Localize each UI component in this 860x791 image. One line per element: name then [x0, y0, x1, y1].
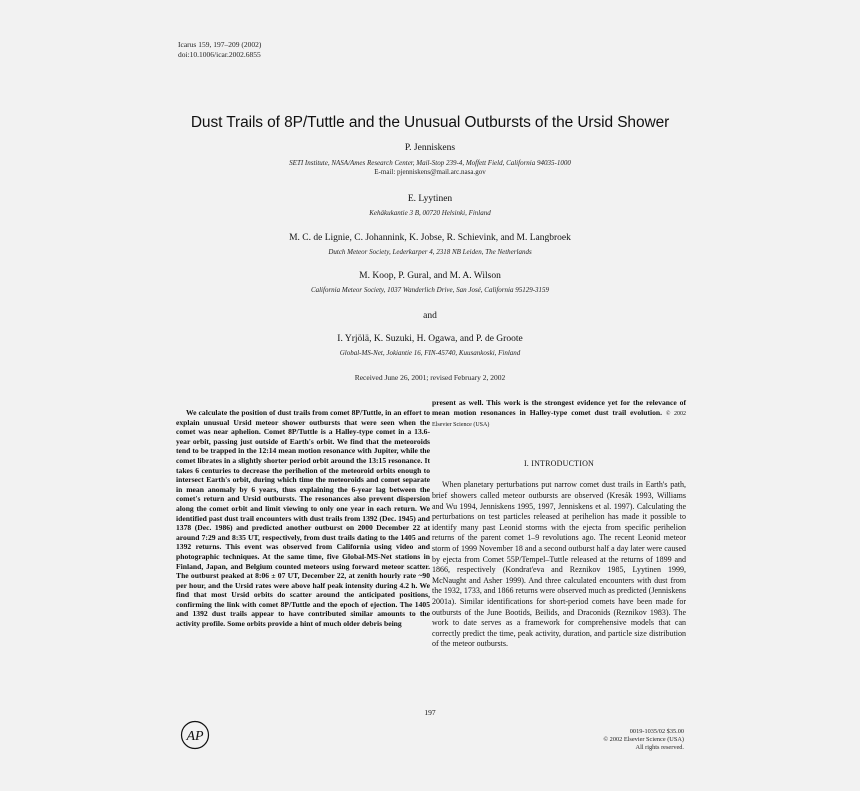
paper-title: Dust Trails of 8P/Tuttle and the Unusual Outbursts of the Ursid Shower: [190, 114, 670, 131]
copyright-line: © 2002 Elsevier Science (USA): [603, 736, 684, 743]
affiliation: Global-MS-Net, Jokiantie 16, FIN-45740, Kuusankoski, Finland: [339, 349, 521, 357]
journal-citation: Icarus 159, 197–209 (2002): [178, 40, 262, 49]
introduction-text: When planetary perturbations put narrow comet dust trails in Earth's path, brief showers called meteor outbursts are observed (Kresák 1993, Williams and Wu 1994, Jenniskens 1995, 1997, Jenniskens et al. 1997). Calculating the perturbations on test particles released at perihelion has made it possible to identify many past Leonid storms with the ejecta from specific perihelion returns of the parent comet 1–9 revolutions ago. The recent Leonid meteor storm of 1999 November 18 and a second outburst half a day later were caused by ejecta from Comet 55P/Tempel–Tuttle released at the returns of 1899 and 1866, respectively (Kondrat'eva and Reznikov 1985, Lyytinen 1999, McNaught and Asher 1999). And three calculated encounters with dust from the 1932, 1733, and 1866 returns were observed much as predicted (Jenniskens 2001a). Similar identifications for short-period comets have been made for outbursts of the June Bootids, Beilids, and Draconids (Reznikov 1983). The work to date serves as a framework for comprehensive models that can correctly predict the time, peak activity, duration, and particle size distribution of the meteor outbursts.: [432, 480, 686, 649]
author-names: P. Jenniskens: [404, 143, 456, 153]
section-heading: I. INTRODUCTION: [523, 458, 595, 468]
author-names: M. C. de Lignie, C. Johannink, K. Jobse, R. Schievink, and M. Langbroek: [289, 233, 571, 243]
page-number: 197: [424, 708, 436, 717]
ap-logo-icon: [180, 720, 210, 750]
received-text: Received June 26, 2001; revised February 2, 2002: [354, 373, 506, 382]
author-group-2: [0, 194, 860, 217]
journal-doi: doi:10.1006/icar.2002.6855: [178, 50, 261, 59]
author-email: E-mail: pjenniskens@mail.arc.nasa.gov: [374, 168, 486, 176]
journal-header: [178, 40, 261, 60]
right-column: [432, 398, 686, 650]
author-group-5: [0, 334, 860, 357]
abstract-copyright: © 2002 Elsevier Science (USA): [432, 410, 686, 429]
and-separator: [0, 311, 860, 321]
publisher-logo: [180, 720, 210, 750]
affiliation: California Meteor Society, 1037 Wanderlich Drive, San José, California 95129-3159: [310, 286, 550, 294]
affiliation: SETI Institute, NASA/Ames Research Center, Mail-Stop 239-4, Moffett Field, California 94035-1000: [289, 159, 571, 167]
author-group-4: [0, 271, 860, 294]
abstract-column: [176, 408, 430, 629]
affiliation: Dutch Meteor Society, Lederkarper 4, 2318 NB Leiden, The Netherlands: [328, 248, 532, 256]
rights-line: All rights reserved.: [635, 744, 684, 751]
abstract-text: We calculate the position of dust trails from comet 8P/Tuttle, in an effort to explain unusual Ursid meteor shower outbursts that were seen when the comet was near aphelion. Comet 8P/Tuttle is a Halley-type comet in a 13.6-year orbit, passing just outside of Earth's orbit. We find that the meteoroids tend to be trapped in the 12:14 mean motion resonance with Jupiter, while the comet librates in a slightly shorter period orbit around the 13:15 resonance. It takes 6 centuries to decrease the perihelion of the meteoroid orbits enough to intersect Earth's orbit, during which time the meteoroids and comet separate in mean anomaly by 6 years, thus explaining the 6-year lag between the comet's return and Ursid outbursts. The resonances also prevent dispersion along the comet orbit and limit viewing to only one year in each return. We identified past dust trail encounters with dust trails from 1392 (Dec. 1945) and 1378 (Dec. 1986) and predicted another outburst on 2000 December 22 at around 7:29 and 8:35 UT, respectively, from dust trails dating to the 1405 and 1392 returns. This event was observed from California using video and photographic techniques. At the same time, five Global-MS-Net stations in Finland, Japan, and Belgium counted meteors using forward meteor scatter. The outburst peaked at 8:06 ± 07 UT, December 22, at zenith hourly rate ~90 per hour, and the Ursid rates were above half peak intensity during 4.2 h. We find that most Ursid orbits do scatter around the anticipated positions, confirming the link with comet 8P/Tuttle and the epoch of ejection. The 1405 and 1392 dust trails appear to have contributed similar amounts to the activity profile. Some orbits provide a hint of much older debris being: [176, 408, 430, 629]
author-group-3: [0, 233, 860, 256]
abstract-continued: [432, 398, 686, 431]
affiliation: Kehäkukantie 3 B, 00720 Helsinki, Finland: [369, 209, 491, 217]
abstract-continued-text: present as well. This work is the strongest evidence yet for the relevance of mean motion resonances in Halley-type comet dust trail evolution.: [432, 398, 686, 417]
author-group-1: [0, 143, 860, 176]
logo-text: AP: [186, 729, 204, 744]
and-text: and: [423, 311, 437, 321]
issn-price: 0019-1035/02 $35.00: [629, 728, 684, 735]
footer-copyright: [603, 728, 684, 752]
author-names: M. Koop, P. Gural, and M. A. Wilson: [359, 271, 501, 281]
author-names: E. Lyytinen: [407, 194, 453, 204]
received-dates: [0, 373, 860, 382]
author-names: I. Yrjölä, K. Suzuki, H. Ogawa, and P. de Groote: [337, 334, 523, 344]
